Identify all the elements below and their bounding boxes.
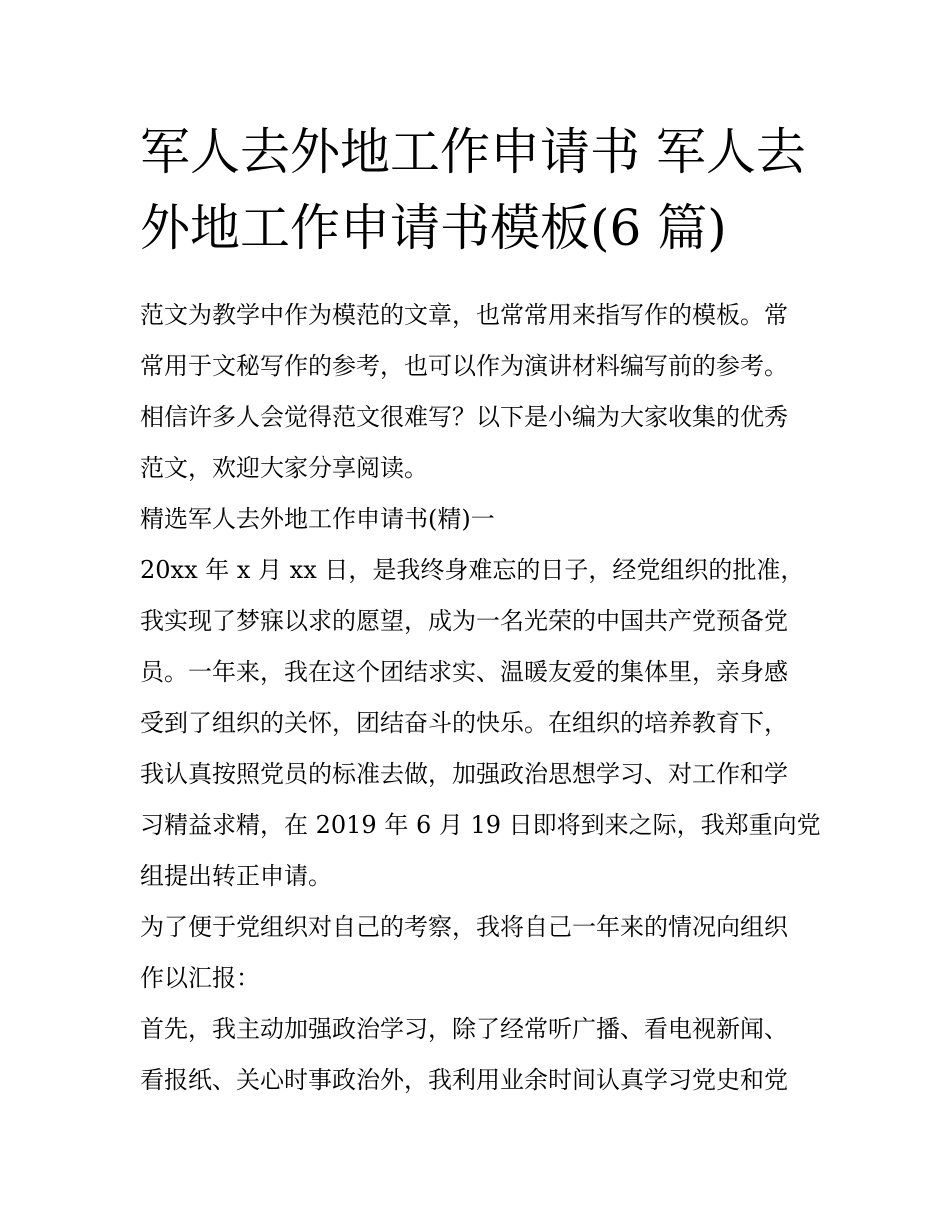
text-line: 受到了组织的关怀，团结奋斗的快乐。在组织的培养教育下， [140, 709, 788, 737]
body-paragraph [140, 902, 812, 1004]
text-line: 组提出转正申请。 [140, 862, 332, 890]
text-line: 为了便于党组织对自己的考察，我将自己一年来的情况向组织 [140, 913, 788, 941]
text-line: 习精益求精，在 2019 年 6 月 19 日即将到来之际，我郑重向党 [140, 811, 821, 839]
text-line: 我实现了梦寐以求的愿望，成为一名光荣的中国共产党预备党 [140, 607, 788, 635]
text-line: 精选军人去外地工作申请书(精)一 [140, 505, 495, 533]
intro-paragraph [140, 290, 812, 494]
title-line: 军人去外地工作申请书 军人去 [140, 123, 806, 181]
text-line: 常用于文秘写作的参考，也可以作为演讲材料编写前的参考。 [140, 352, 788, 380]
text-line: 首先，我主动加强政治学习，除了经常听广播、看电视新闻、 [140, 1015, 788, 1043]
text-line: 我认真按照党员的标准去做，加强政治思想学习、对工作和学 [140, 760, 788, 788]
text-line: 20xx 年 x 月 xx 日，是我终身难忘的日子，经党组织的批准， [140, 556, 805, 584]
text-line: 看报纸、关心时事政治外，我利用业余时间认真学习党史和党 [140, 1066, 788, 1094]
body-paragraph [140, 545, 821, 902]
document-body [140, 114, 821, 1106]
text-line: 范文，欢迎大家分享阅读。 [140, 454, 428, 482]
text-line: 相信许多人会觉得范文很难写？以下是小编为大家收集的优秀 [140, 403, 788, 431]
text-line: 作以汇报： [140, 964, 260, 992]
body-paragraph [140, 1004, 812, 1106]
text-line: 范文为教学中作为模范的文章，也常常用来指写作的模板。常 [140, 301, 788, 329]
section-heading [140, 494, 812, 545]
document-title [140, 114, 812, 266]
text-line: 员。一年来，我在这个团结求实、温暖友爱的集体里，亲身感 [140, 658, 788, 686]
title-line: 外地工作申请书模板(6 篇) [140, 199, 727, 257]
